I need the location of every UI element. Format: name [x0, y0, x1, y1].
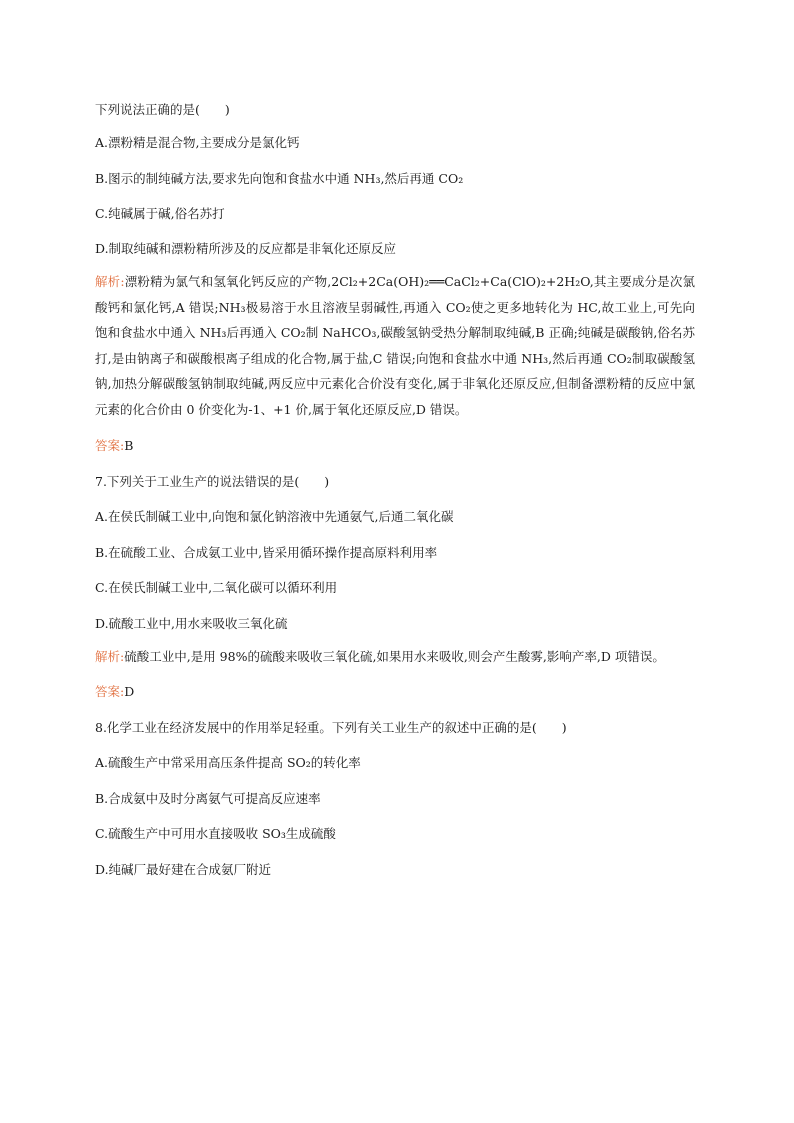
- q8-option-d: D.纯碱厂最好建在合成氨厂附近: [95, 862, 272, 878]
- q7-option-b: B.在硫酸工业、合成氨工业中,皆采用循环操作提高原料利用率: [95, 544, 438, 560]
- q7-option-d: D.硫酸工业中,用水来吸收三氧化硫: [95, 615, 288, 631]
- q6-answer-label: 答案:: [95, 437, 125, 453]
- q7-analysis-text: 硫酸工业中,是用 98%的硫酸来吸收三氧化硫,如果用水来吸收,则会产生酸雾,影响产率,D 项错误。: [124, 648, 665, 664]
- q6-answer: [95, 437, 695, 455]
- q6-analysis: [95, 269, 695, 423]
- q7-analysis-label: 解析:: [95, 648, 125, 664]
- q7-analysis: [95, 644, 695, 670]
- q7-stem: 7.下列关于工业生产的说法错误的是( ): [95, 473, 330, 489]
- q7-option-c: C.在侯氏制碱工业中,二氧化碳可以循环利用: [95, 579, 338, 595]
- q6-answer-value: B: [124, 437, 134, 453]
- q6-analysis-text: 漂粉精为氯气和氢氧化钙反应的产物,2Cl₂+2Ca(OH)₂══CaCl₂+Ca(ClO)₂+2H₂O,其主要成分是次氯酸钙和氯化钙,A 错误;NH₃极易溶于水且溶液呈弱碱性,再通入 CO₂使之更多地转化为 HC,故工业上,可先向饱和食盐水中通入 NH₃后再通入 CO₂制 NaHCO₃,碳酸氢钠受热分解制取纯碱,B 正确;纯碱是碳酸钠,俗名苏打,是由钠离子和碳酸根离子组成的化合物,属于盐,C 错误;向饱和食盐水中通 NH₃,然后再通 CO₂制取碳酸氢钠,加热分解碳酸氢钠制取纯碱,两反应中元素化合价没有变化,属于非氧化还原反应,但制备漂粉精的反应中氯元素的化合价由 0 价变化为-1、+1 价,属于氧化还原反应,D 错误。: [95, 274, 696, 417]
- q7-answer-label: 答案:: [95, 684, 125, 700]
- q6-option-c: C.纯碱属于碱,俗名苏打: [95, 206, 225, 221]
- q7-option-a: A.在侯氏制碱工业中,向饱和氯化钠溶液中先通氨气,后通二氧化碳: [95, 508, 454, 524]
- q8-stem: 8.化学工业在经济发展中的作用举足轻重。下列有关工业生产的叙述中正确的是( ): [95, 720, 567, 736]
- q7-answer-value: D: [124, 684, 135, 700]
- q6-option-b: B.图示的制纯碱方法,要求先向饱和食盐水中通 NH₃,然后再通 CO₂: [95, 171, 464, 186]
- q8-option-a: A.硫酸生产中常采用高压条件提高 SO₂的转化率: [95, 755, 361, 771]
- q7-answer: [95, 683, 695, 701]
- q6-option-d: D.制取纯碱和漂粉精所涉及的反应都是非氧化还原反应: [95, 241, 397, 256]
- q6-stem: 下列说法正确的是( ): [95, 102, 230, 117]
- q6-option-a: A.漂粉精是混合物,主要成分是氯化钙: [95, 135, 300, 150]
- document-page: [95, 101, 695, 879]
- q6-analysis-label: 解析:: [95, 274, 125, 289]
- q8-option-b: B.合成氨中及时分离氨气可提高反应速率: [95, 791, 321, 807]
- q8-option-c: C.硫酸生产中可用水直接吸收 SO₃生成硫酸: [95, 826, 336, 842]
